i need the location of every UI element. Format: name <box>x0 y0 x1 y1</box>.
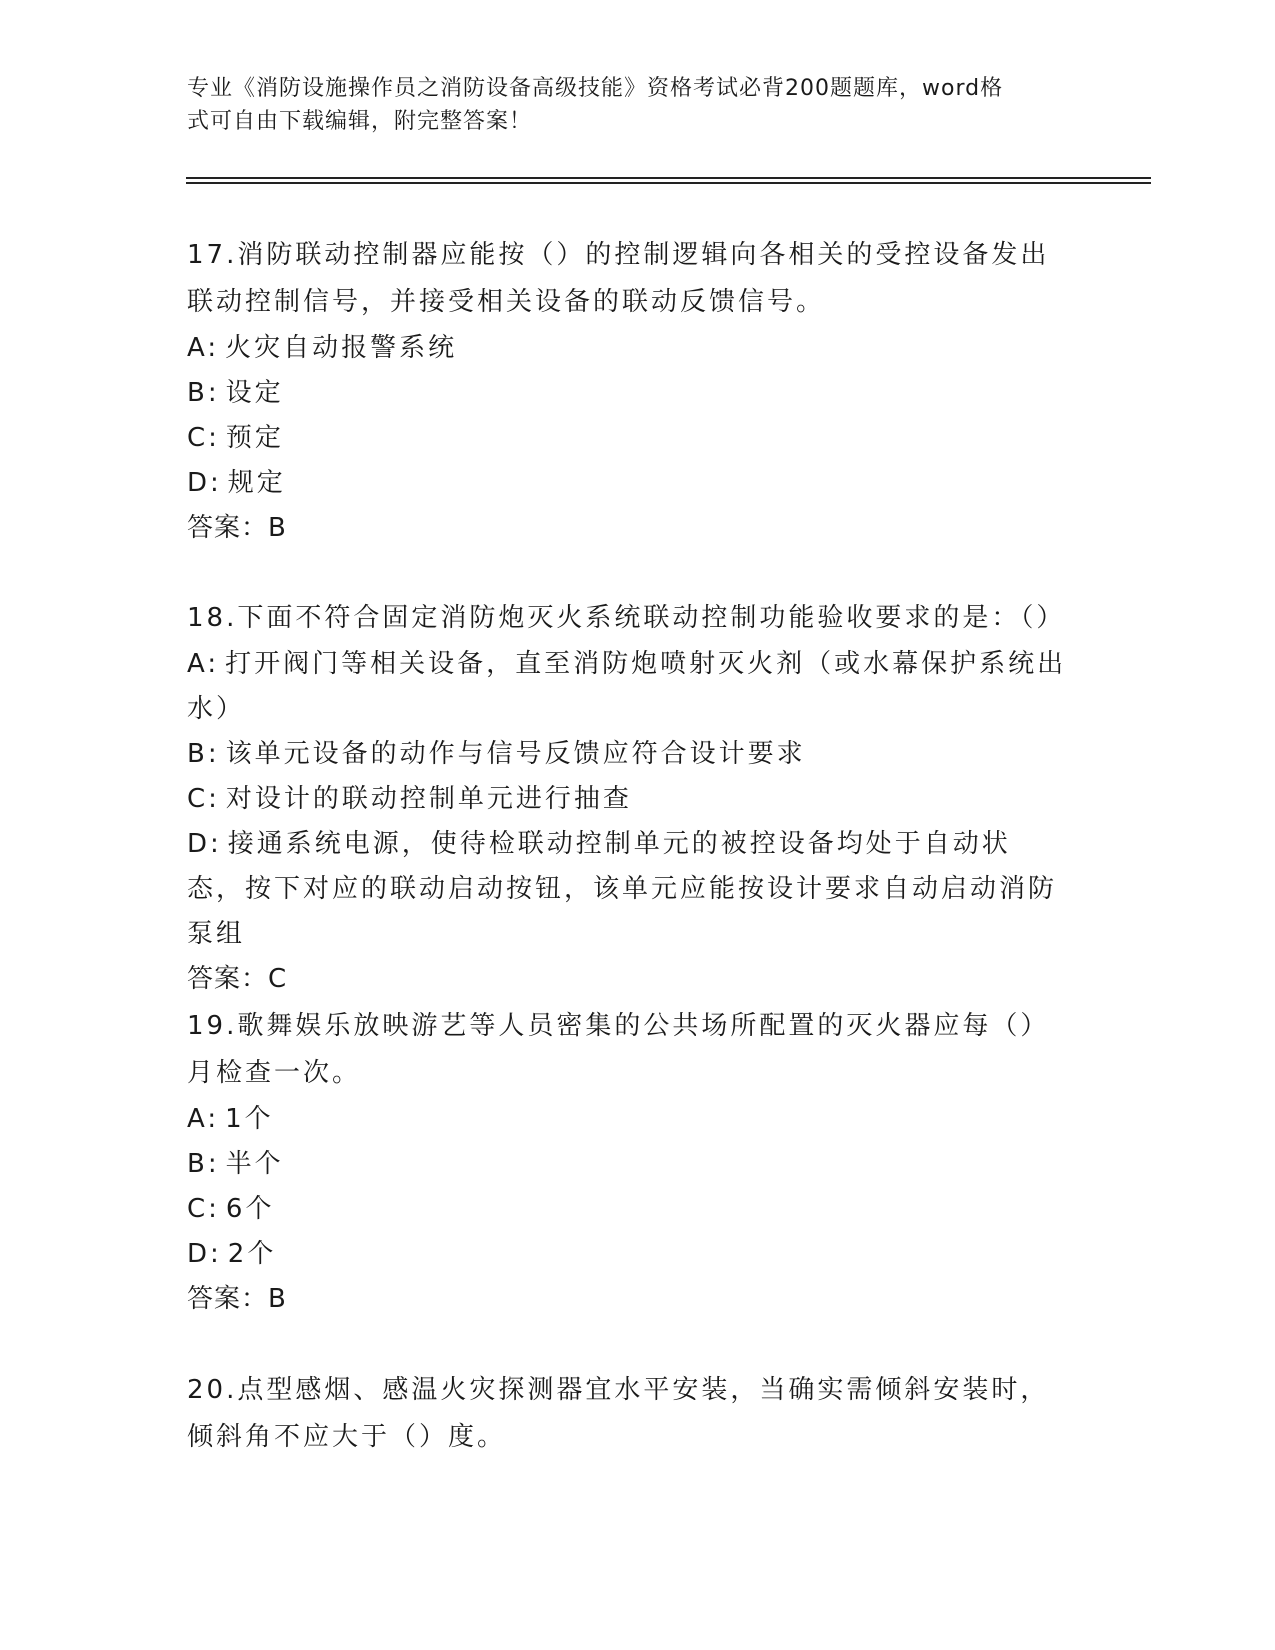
option-key: C: <box>187 423 220 453</box>
question-17 <box>187 232 1067 551</box>
option-text: 火灾自动报警系统 <box>225 333 458 363</box>
option-d <box>187 1232 1067 1277</box>
option-text: 半个 <box>225 1149 284 1179</box>
answer-line: 答案：C <box>187 964 288 994</box>
option-c <box>187 1187 1067 1232</box>
answer-line: 答案：B <box>187 1284 287 1314</box>
header-divider-top <box>186 177 1151 179</box>
option-key: B: <box>187 739 220 769</box>
question-20 <box>187 1367 1067 1461</box>
option-c <box>187 416 1067 461</box>
option-text: 2个 <box>227 1239 277 1269</box>
option-c <box>187 777 1067 822</box>
option-key: A: <box>187 1104 220 1134</box>
question-stem: 20.点型感烟、感温火灾探测器宜水平安装，当确实需倾斜安装时，倾斜角不应大于（）度。 <box>187 1375 1050 1452</box>
option-text: 打开阀门等相关设备，直至消防炮喷射灭火剂（或水幕保护系统出水） <box>187 649 1067 724</box>
option-key: A: <box>187 649 220 679</box>
option-text: 预定 <box>225 423 284 453</box>
option-text: 对设计的联动控制单元进行抽查 <box>225 784 632 814</box>
option-a <box>187 1097 1067 1142</box>
option-d <box>187 822 1067 957</box>
option-b <box>187 371 1067 416</box>
option-key: C: <box>187 784 220 814</box>
header-line-2: 式可自由下载编辑，附完整答案！ <box>187 109 533 134</box>
option-b <box>187 732 1067 777</box>
option-key: B: <box>187 1149 220 1179</box>
option-a <box>187 642 1067 732</box>
question-stem: 17.消防联动控制器应能按（）的控制逻辑向各相关的受控设备发出联动控制信号，并接受相关设备的联动反馈信号。 <box>187 240 1050 317</box>
option-key: D: <box>187 468 222 498</box>
option-text: 设定 <box>225 378 284 408</box>
option-text: 接通系统电源，使待检联动控制单元的被控设备均处于自动状态，按下对应的联动启动按钮，该单元应能按设计要求自动启动消防泵组 <box>187 829 1058 949</box>
question-stem: 18.下面不符合固定消防炮灭火系统联动控制功能验收要求的是：（） <box>187 603 1066 633</box>
option-text: 1个 <box>225 1104 274 1134</box>
option-text: 6个 <box>225 1194 275 1224</box>
option-a <box>187 326 1067 371</box>
option-key: B: <box>187 378 220 408</box>
option-key: C: <box>187 1194 220 1224</box>
option-text: 该单元设备的动作与信号反馈应符合设计要求 <box>225 739 806 769</box>
option-key: A: <box>187 333 220 363</box>
question-stem: 19.歌舞娱乐放映游艺等人员密集的公共场所配置的灭火器应每（）月检查一次。 <box>187 1011 1050 1088</box>
question-19 <box>187 1003 1067 1322</box>
document-header <box>187 72 1087 138</box>
option-key: D: <box>187 829 222 859</box>
answer-line: 答案：B <box>187 513 287 543</box>
question-18 <box>187 595 1067 1002</box>
header-line-1: 专业《消防设施操作员之消防设备高级技能》资格考试必背200题题库，word格 <box>187 76 1004 101</box>
header-divider-bottom <box>186 182 1151 184</box>
option-d <box>187 461 1067 506</box>
option-text: 规定 <box>227 468 286 498</box>
option-key: D: <box>187 1239 222 1269</box>
option-b <box>187 1142 1067 1187</box>
